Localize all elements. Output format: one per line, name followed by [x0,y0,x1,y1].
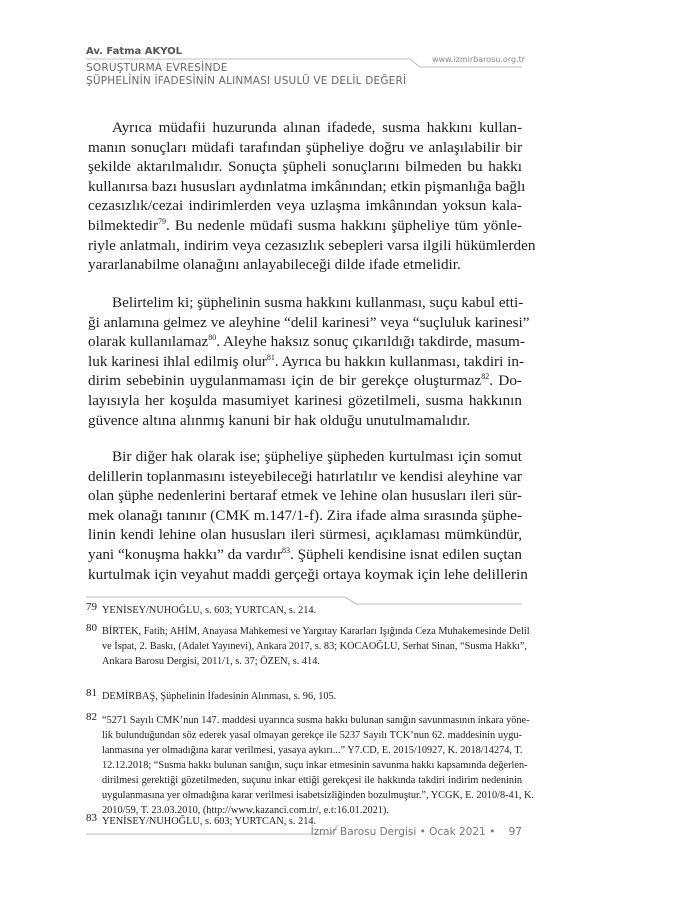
text-segment: güvence altına alınmış kanuni bir hak olduğu unutulmamalıdır. [88,411,471,429]
text-segment: olarak kullanılamaz [88,333,209,351]
footnote-number: 80 [86,622,97,634]
text-segment: delillerin toplanmasını isteyebileceği hatırlatılır ve kendisi aleyhine var [88,467,522,485]
body-paragraph-1 [88,118,536,275]
text-line [88,332,525,352]
footer-journal: İzmir Barosu Dergisi • Ocak 2021 • [310,826,496,838]
text-segment: yararlanabilme olanağını anlayabileceği dilde ifade etmelidir. [88,256,461,274]
text-segment: kullanırsa bazı hususları aydınlatma imkânından; etkin pişmanlığa bağlı [88,177,526,195]
footnote-line: BİRTEK, Fatih; AHİM, Anayasa Mahkemesi ve Yargıtay Kararları Işığında Ceza Muhakemesinde Delil [102,626,530,637]
footnote-ref: 83 [282,545,290,555]
text-line [88,177,526,197]
footnote-80 [86,622,530,669]
text-line [88,255,522,275]
text-segment: . Şüpheli kendisine isnat edilen suçtan [290,545,522,563]
text-line [88,293,522,313]
text-line [88,486,522,506]
text-segment: . Aleyhe haksız sonuç çıkarıldığı takdirde, masum- [216,333,525,351]
text-segment: yani “konuşma hakkı” da vardır [88,545,282,563]
footnote-line: Ankara Barosu Dergisi, 2011/1, s. 37; ÖZEN, s. 414. [102,656,320,667]
footnote-number: 81 [86,687,97,699]
text-segment: . Bu nedenle müdafi susma hakkını şüpheliye tüm yönle- [166,216,522,234]
text-line [88,545,522,565]
text-line [88,138,522,158]
footnote-line: DEMİRBAŞ, Şüphelinin İfadesinin Alınması, s. 96, 105. [102,691,337,702]
text-segment: manın sonuçları müdafi tarafından şüpheliye doğru ve anlaşılabilir bir [88,138,522,156]
text-line [88,371,522,391]
footnote-line: “5271 Sayılı CMK’nun 147. maddesi uyarınca susma hakkı bulunan sanığın savunmasının inkara yöne- [102,715,530,726]
body-paragraph-3 [88,447,528,584]
text-line [88,216,522,236]
page-number: 97 [508,826,522,838]
footnote-number: 79 [86,601,97,613]
header-title-line2: ŞÜPHELİNİN İFADESİNİN ALINMASI USULÜ VE DELİL DEĞERİ [86,75,407,87]
text-line [88,157,522,177]
footnote-line: ve İspat, 2. Baskı, (Adalet Yayınevi), Ankara 2017, s. 83; KOCAOĞLU, Serhat Sinan, “Susma Hakkı”, [102,641,527,652]
text-segment: . Do- [489,372,522,390]
text-line [88,447,522,467]
text-segment: luk karinesi ihlal edilmiş olur [88,352,267,370]
footnote-ref: 79 [158,216,167,226]
text-segment: . Ayrıca bu hakkın kullanması, takdiri in- [274,352,525,370]
footnote-line: YENİSEY/NUHOĞLU, s. 603; YURTCAN, s. 214. [102,605,317,616]
text-line [88,411,522,431]
text-segment: ği anlamına gelmez ve aleyhine “delil karinesi” veya “suçluluk karinesi” [88,313,530,331]
text-segment: riyle anlatmalı, indirim veya cezasızlık sebepleri varsa ilgili hükümlerden [88,236,536,254]
footnote-line: lanmasına yer olmadığına karar verilmesi, yasaya aykırı...” Y7.CD, E. 2015/10927, K. 2018/14274, T. [102,745,523,756]
page-footer [311,826,522,838]
text-segment: layısıyla her koşulda masumiyet karinesi gözetilmeli, susma hakkının [88,391,522,409]
footnote-number: 82 [86,711,97,723]
text-segment: olan şüphe nedenlerini bertaraf etmek ve lehine olan hususları ileri sür- [88,487,522,505]
text-segment: kurtulmak için veyahut maddi gerçeği ortaya koymak için lehe delillerin [88,565,528,583]
text-segment: şekilde aktarılmalıdır. Sonuçta şüpheli sonuçlarını bilmeden bu hakkı [88,158,522,176]
header-rule [86,59,522,67]
footnote-ref: 82 [481,372,490,382]
text-segment: bilmektedir [88,216,159,234]
text-line [88,118,522,138]
footnote-81 [88,689,522,704]
text-segment: dirim sebebinin uygulanmaması için de bir gerekçe oluşturmaz [88,372,482,390]
text-line [88,236,536,256]
text-segment: Bir diğer hak olarak ise; şüpheliye şüpheden kurtulması için somut [112,448,522,465]
text-segment: mek olanağı tanınır (CMK m.147/1-f). Zira ifade alma sırasında şüphe- [88,506,522,524]
text-segment: Ayrıca müdafii huzurunda alınan ifadede, susma hakkını kullan- [112,119,522,136]
footnote-ref: 80 [208,333,217,343]
text-line [88,352,525,372]
footnote-ref: 81 [266,352,275,362]
header-title-line1: SORUŞTURMA EVRESİNDE [86,62,228,74]
footnote-line: lik bulunduğundan söz ederek yasal olmayan gerekçe ile 5237 Sayılı TCK’nun 62. maddesinin uygu- [102,730,522,741]
text-line [88,391,522,411]
footnote-line: 2010/59, T. 23.03.2010, (http://www.kazanci.com.tr/, e.t:16.01.2021). [102,805,389,816]
text-line [88,525,522,545]
footnote-line: YENİSEY/NUHOĞLU, s. 603; YURTCAN, s. 214. [102,816,317,827]
text-segment: linin kendi lehine olan hususları ileri sürmesi, açıklaması mümkündür, [88,526,522,544]
text-line [88,565,528,585]
text-line [88,196,522,216]
footnote-79 [88,603,522,618]
body-paragraph-2 [88,293,530,430]
text-segment: cezasızlık/cezai indirimlerden veya uzlaşma imkânından yoksun kala- [88,197,522,215]
footnote-line: 12.12.2018; “Susma hakkı bulunan sanığın, suçu inkar etmesinin savunma hakkı kapsamında değerlen- [102,760,528,771]
header-author: Av. Fatma AKYOL [86,46,183,57]
text-line [88,506,522,526]
footnote-line: uygulanmasına yer olmadığına karar verilmesi isabetsizliğinden bozulmuştur.”, YCGK, E. 2010/8-41, K. [102,790,534,801]
footnote-line: dirilmesi gerektiği gözetilmeden, suçunu inkar ettiği gerekçesi ile hakkında takdiri indirim nedeninin [102,775,522,786]
header-url: www.izmirbarosu.org.tr [432,55,526,64]
text-line [88,467,522,487]
footnote-number: 83 [86,812,97,824]
text-line [88,313,530,333]
text-segment: Belirtelim ki; şüphelinin susma hakkını kullanması, suçu kabul etti- [112,294,524,311]
